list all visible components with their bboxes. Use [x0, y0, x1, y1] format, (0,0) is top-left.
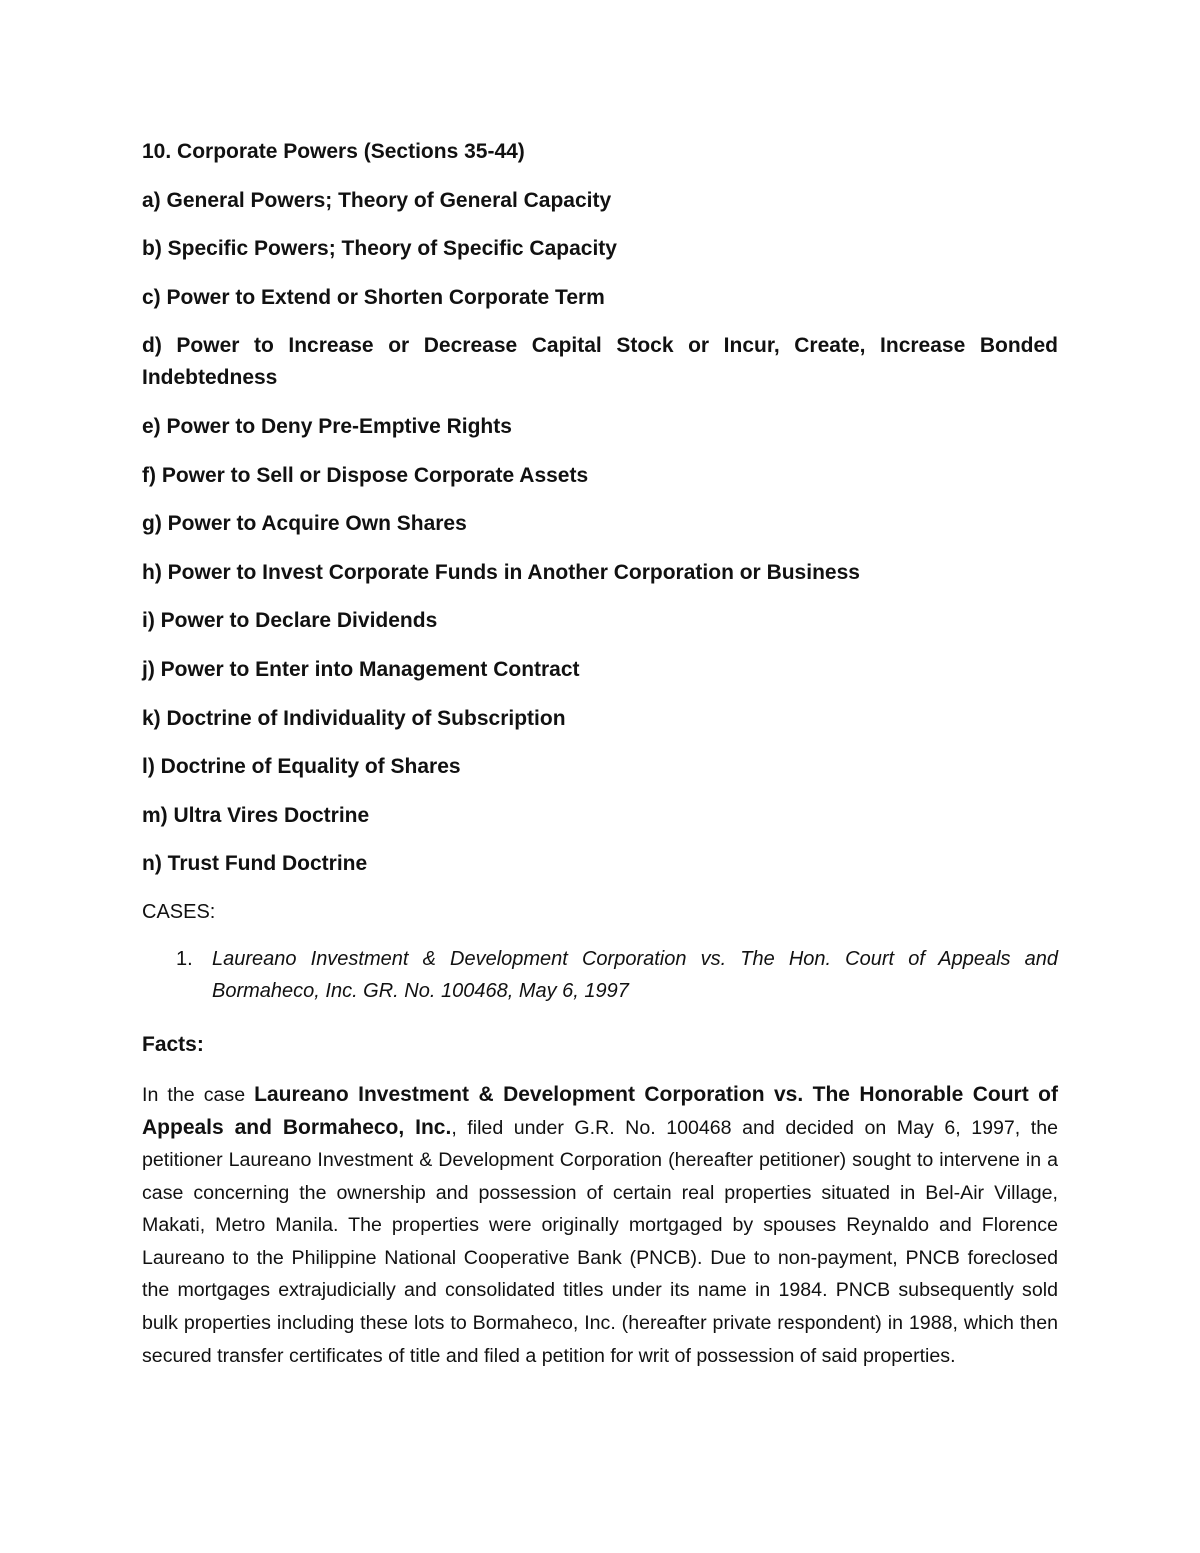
document-content	[142, 136, 1058, 1372]
case-number: 1.	[176, 947, 193, 970]
facts-intro: In the case	[142, 1083, 255, 1106]
section-title: 10. Corporate Powers (Sections 35-44)	[142, 140, 525, 163]
facts-heading: Facts:	[142, 1032, 204, 1056]
topic-item-d: d) Power to Increase or Decrease Capital Stock or Incur, Create, Increase Bonded Indebtedness	[142, 334, 1058, 390]
topic-item-g: g) Power to Acquire Own Shares	[142, 512, 467, 536]
facts-case-name: Laureano Investment & Development Corporation vs. The Honorable Court of Appeals and Bormaheco, Inc.	[142, 1082, 1058, 1139]
facts-paragraph	[142, 1079, 1058, 1372]
facts-body: , filed under G.R. No. 100468 and decided on May 6, 1997, the petitioner Laureano Investment & Development Corporation (hereafter petitioner) sought to intervene in a case concerning the ownership and possession of certain real properties situated in Bel-Air Village, Makati, Metro Manila. The properties were originally mortgaged by spouses Reynaldo and Florence Laureano to the Philippine National Cooperative Bank (PNCB). Due to non-payment, PNCB foreclosed the mortgages extrajudicially and consolidated titles under its name in 1984. PNCB subsequently sold bulk properties including these lots to Bormaheco, Inc. (hereafter private respondent) in 1988, which then secured transfer certificates of title and filed a petition for writ of possession of said properties.	[142, 1116, 1058, 1367]
topic-item-k: k) Doctrine of Individuality of Subscription	[142, 706, 566, 730]
topic-item-n: n) Trust Fund Doctrine	[142, 852, 368, 876]
topic-item-e: e) Power to Deny Pre-Emptive Rights	[142, 414, 512, 438]
case-list-item	[176, 943, 1058, 1007]
topic-item-i: i) Power to Declare Dividends	[142, 609, 438, 633]
topic-item-l: l) Doctrine of Equality of Shares	[142, 755, 461, 779]
topic-item-f: f) Power to Sell or Dispose Corporate Assets	[142, 463, 589, 487]
topic-item-j: j) Power to Enter into Management Contract	[142, 657, 580, 681]
topic-item-m: m) Ultra Vires Doctrine	[142, 803, 370, 827]
topic-item-a: a) General Powers; Theory of General Capacity	[142, 188, 612, 212]
case-title: Laureano Investment & Development Corporation vs. The Hon. Court of Appeals and Bormaheco, Inc. GR. No. 100468, May 6, 1997	[212, 947, 1058, 1002]
topic-item-h: h) Power to Invest Corporate Funds in Another Corporation or Business	[142, 560, 860, 584]
cases-label: CASES:	[142, 900, 216, 923]
topic-item-b: b) Specific Powers; Theory of Specific Capacity	[142, 237, 617, 261]
topic-item-c: c) Power to Extend or Shorten Corporate Term	[142, 285, 605, 309]
